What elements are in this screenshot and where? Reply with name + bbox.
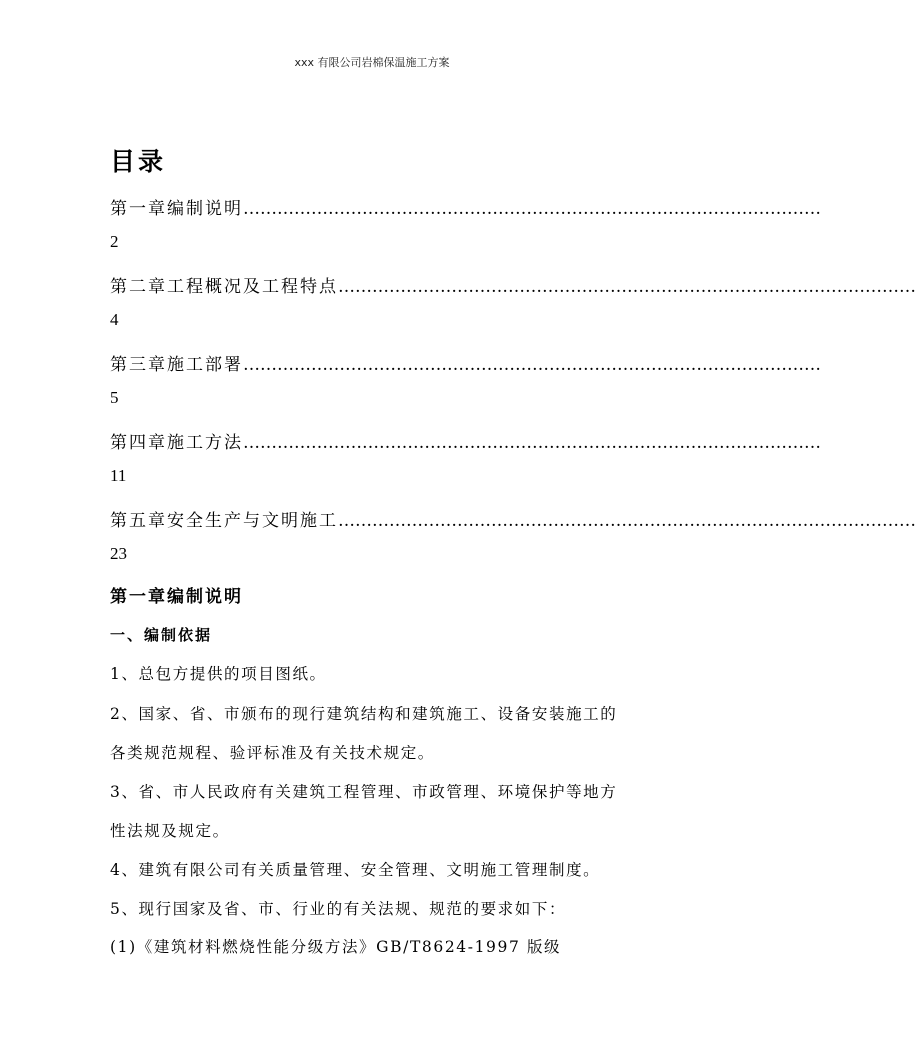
toc-entry-text: 第一章编制说明 xyxy=(110,199,243,219)
body-line: 性法规及规定。 xyxy=(110,822,230,840)
toc-entry-text: 第四章施工方法 xyxy=(110,433,243,453)
toc-entry[interactable] xyxy=(110,272,916,329)
toc-entry-text: 第二章工程概况及工程特点 xyxy=(110,277,338,297)
toc-entry-text: 第三章施工部署 xyxy=(110,355,243,375)
toc-entry-page: 4 xyxy=(110,310,119,329)
toc-entry[interactable] xyxy=(110,194,821,251)
chapter-heading: 第一章编制说明 xyxy=(110,587,243,607)
toc-leader-dots: ………………………………………………………………………………………… xyxy=(338,511,916,531)
body-line: 4、建筑有限公司有关质量管理、安全管理、文明施工管理制度。 xyxy=(110,861,601,879)
body-line: 各类规范规程、验评标准及有关技术规定。 xyxy=(110,744,435,762)
toc-title: 目录 xyxy=(110,147,167,176)
toc-leader-dots: ………………………………………………………………………………………… xyxy=(243,199,821,219)
toc-entry[interactable] xyxy=(110,506,916,563)
toc-entry[interactable] xyxy=(110,350,821,407)
body-line: 3、省、市人民政府有关建筑工程管理、市政管理、环境保护等地方 xyxy=(110,783,618,801)
body-line: 5、现行国家及省、市、行业的有关法规、规范的要求如下： xyxy=(110,900,567,918)
toc-entry[interactable] xyxy=(110,428,821,485)
toc-leader-dots: ………………………………………………………………………………………… xyxy=(338,277,916,297)
toc-entry-page: 2 xyxy=(110,232,119,251)
body-line: 1、总包方提供的项目图纸。 xyxy=(110,665,327,683)
page-header: xxx 有限公司岩棉保温施工方案 xyxy=(294,56,450,69)
toc-leader-dots: ………………………………………………………………………………………… xyxy=(243,355,821,375)
section-heading: 一、编制依据 xyxy=(110,626,213,644)
body-line: 2、国家、省、市颁布的现行建筑结构和建筑施工、设备安装施工的 xyxy=(110,705,618,723)
toc-entry-page: 11 xyxy=(110,466,127,485)
toc-entry-text: 第五章安全生产与文明施工 xyxy=(110,511,338,531)
toc-leader-dots: ………………………………………………………………………………………… xyxy=(243,433,821,453)
body-line: (1)《建筑材料燃烧性能分级方法》GB/T8624-1997 版级 xyxy=(110,938,562,956)
toc-entry-page: 5 xyxy=(110,388,119,407)
toc-entry-page: 23 xyxy=(110,544,127,563)
